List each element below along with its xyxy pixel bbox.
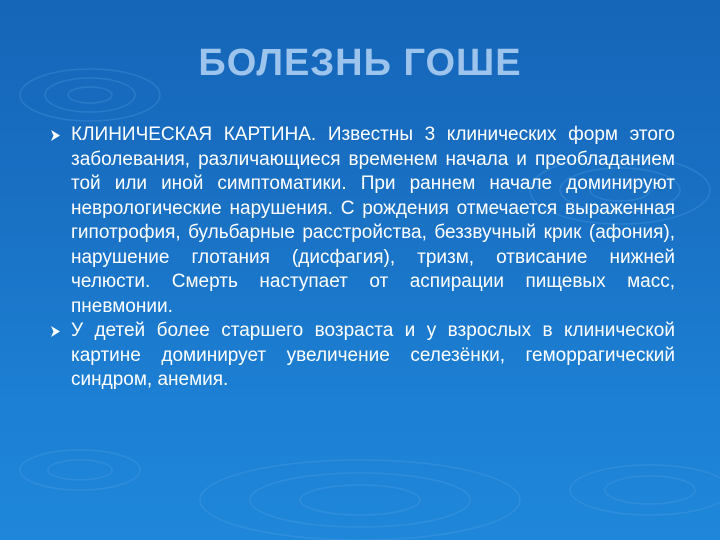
- arrowhead-bullet-icon: [50, 129, 61, 142]
- bullet-text: КЛИНИЧЕСКАЯ КАРТИНА. Известны 3 клинических форм этого заболевания, различающиеся временем начала и преобладанием той или иной симптоматики. При раннем начале доминируют неврологические нарушения. С рождения отмечается выраженная гипотрофия, бульбарные расстройства, беззвучный крик (афония), нарушение глотания (дисфагия), тризм, отвисание нижней челюсти. Смерть наступает от аспирации пищевых масс, пневмонии.: [71, 124, 675, 317]
- bullet-list: [50, 123, 675, 393]
- arrowhead-bullet-icon: [50, 325, 61, 338]
- bullet-text: У детей более старшего возраста и у взрослых в клинической картине доминирует увеличение селезёнки, геморрагический синдром, анемия.: [71, 320, 675, 390]
- bullet-item-clinical-picture: [50, 123, 675, 319]
- slide-title: БОЛЕЗНЬ ГОШЕ: [198, 42, 522, 84]
- bullet-item-older-patients: [50, 319, 675, 393]
